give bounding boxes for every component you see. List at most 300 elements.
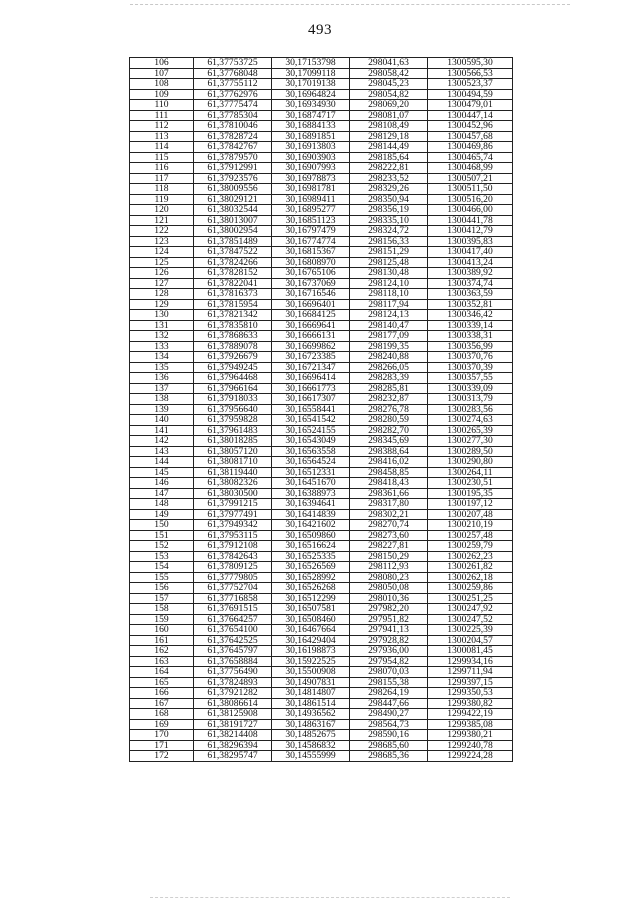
table-row	[130, 320, 513, 331]
x-coordinate-cell: 298010,36	[350, 593, 428, 604]
latitude-cell: 61,37824266	[194, 257, 272, 268]
point-number-cell: 118	[130, 184, 194, 195]
table-row	[130, 467, 513, 478]
y-coordinate-cell: 1299934,16	[428, 656, 513, 667]
point-number-cell: 107	[130, 68, 194, 79]
table-row	[130, 625, 513, 636]
table-row	[130, 667, 513, 678]
table-row	[130, 131, 513, 142]
point-number-cell: 131	[130, 320, 194, 331]
x-coordinate-cell: 298080,23	[350, 572, 428, 583]
latitude-cell: 61,37716858	[194, 593, 272, 604]
longitude-cell: 30,16699862	[272, 341, 350, 352]
longitude-cell: 30,16723385	[272, 352, 350, 363]
point-number-cell: 130	[130, 310, 194, 321]
point-number-cell: 162	[130, 646, 194, 657]
table-row	[130, 730, 513, 741]
latitude-cell: 61,37912108	[194, 541, 272, 552]
table-row	[130, 247, 513, 258]
table-row	[130, 394, 513, 405]
latitude-cell: 61,37664257	[194, 614, 272, 625]
point-number-cell: 168	[130, 709, 194, 720]
longitude-cell: 30,16512299	[272, 593, 350, 604]
longitude-cell: 30,16696414	[272, 373, 350, 384]
longitude-cell: 30,16721347	[272, 362, 350, 373]
y-coordinate-cell: 1300259,86	[428, 583, 513, 594]
latitude-cell: 61,37921282	[194, 688, 272, 699]
longitude-cell: 30,16934930	[272, 100, 350, 111]
latitude-cell: 61,38119440	[194, 467, 272, 478]
y-coordinate-cell: 1300595,30	[428, 58, 513, 69]
table-row	[130, 614, 513, 625]
latitude-cell: 61,37785304	[194, 110, 272, 121]
point-number-cell: 167	[130, 698, 194, 709]
latitude-cell: 61,37691515	[194, 604, 272, 615]
latitude-cell: 61,37828152	[194, 268, 272, 279]
table-row	[130, 194, 513, 205]
x-coordinate-cell: 298041,63	[350, 58, 428, 69]
x-coordinate-cell: 298240,88	[350, 352, 428, 363]
x-coordinate-cell: 298302,21	[350, 509, 428, 520]
y-coordinate-cell: 1300081,45	[428, 646, 513, 657]
latitude-cell: 61,37828724	[194, 131, 272, 142]
point-number-cell: 152	[130, 541, 194, 552]
y-coordinate-cell: 1300479,01	[428, 100, 513, 111]
point-number-cell: 163	[130, 656, 194, 667]
y-coordinate-cell: 1300264,11	[428, 467, 513, 478]
x-coordinate-cell: 298388,64	[350, 446, 428, 457]
longitude-cell: 30,16512331	[272, 467, 350, 478]
longitude-cell: 30,16765106	[272, 268, 350, 279]
x-coordinate-cell: 298129,18	[350, 131, 428, 142]
table-row	[130, 446, 513, 457]
longitude-cell: 30,16666131	[272, 331, 350, 342]
y-coordinate-cell: 1300374,74	[428, 278, 513, 289]
longitude-cell: 30,16526268	[272, 583, 350, 594]
y-coordinate-cell: 1300441,78	[428, 215, 513, 226]
x-coordinate-cell: 298058,42	[350, 68, 428, 79]
latitude-cell: 61,37926679	[194, 352, 272, 363]
point-number-cell: 110	[130, 100, 194, 111]
point-number-cell: 144	[130, 457, 194, 468]
table-row	[130, 257, 513, 268]
y-coordinate-cell: 1300356,99	[428, 341, 513, 352]
point-number-cell: 140	[130, 415, 194, 426]
longitude-cell: 30,16669641	[272, 320, 350, 331]
table-row	[130, 79, 513, 90]
point-number-cell: 127	[130, 278, 194, 289]
latitude-cell: 61,37847522	[194, 247, 272, 258]
x-coordinate-cell: 298070,03	[350, 667, 428, 678]
latitude-cell: 61,38086614	[194, 698, 272, 709]
longitude-cell: 30,17019138	[272, 79, 350, 90]
latitude-cell: 61,37961483	[194, 425, 272, 436]
longitude-cell: 30,14907831	[272, 677, 350, 688]
y-coordinate-cell: 1299422,19	[428, 709, 513, 720]
y-coordinate-cell: 1300370,76	[428, 352, 513, 363]
table-row	[130, 656, 513, 667]
point-number-cell: 134	[130, 352, 194, 363]
table-row	[130, 89, 513, 100]
longitude-cell: 30,16851123	[272, 215, 350, 226]
x-coordinate-cell: 298590,16	[350, 730, 428, 741]
latitude-cell: 61,38057120	[194, 446, 272, 457]
table-row	[130, 100, 513, 111]
point-number-cell: 150	[130, 520, 194, 531]
longitude-cell: 30,16884133	[272, 121, 350, 132]
x-coordinate-cell: 298285,81	[350, 383, 428, 394]
latitude-cell: 61,37642525	[194, 635, 272, 646]
y-coordinate-cell: 1300251,25	[428, 593, 513, 604]
longitude-cell: 30,16913803	[272, 142, 350, 153]
longitude-cell: 30,16907993	[272, 163, 350, 174]
x-coordinate-cell: 298685,60	[350, 740, 428, 751]
table-row	[130, 110, 513, 121]
x-coordinate-cell: 298144,49	[350, 142, 428, 153]
longitude-cell: 30,16874717	[272, 110, 350, 121]
longitude-cell: 30,16525335	[272, 551, 350, 562]
latitude-cell: 61,37756490	[194, 667, 272, 678]
longitude-cell: 30,16198873	[272, 646, 350, 657]
y-coordinate-cell: 1299240,78	[428, 740, 513, 751]
x-coordinate-cell: 298081,07	[350, 110, 428, 121]
y-coordinate-cell: 1299350,53	[428, 688, 513, 699]
longitude-cell: 30,14936562	[272, 709, 350, 720]
y-coordinate-cell: 1300494,59	[428, 89, 513, 100]
latitude-cell: 61,37949245	[194, 362, 272, 373]
x-coordinate-cell: 298335,10	[350, 215, 428, 226]
table-row	[130, 163, 513, 174]
y-coordinate-cell: 1300417,40	[428, 247, 513, 258]
page-number: 493	[308, 22, 332, 38]
latitude-cell: 61,38032544	[194, 205, 272, 216]
table-row	[130, 299, 513, 310]
y-coordinate-cell: 1300412,79	[428, 226, 513, 237]
x-coordinate-cell: 298266,05	[350, 362, 428, 373]
y-coordinate-cell: 1299385,08	[428, 719, 513, 730]
y-coordinate-cell: 1300511,50	[428, 184, 513, 195]
latitude-cell: 61,38191727	[194, 719, 272, 730]
y-coordinate-cell: 1299224,28	[428, 751, 513, 762]
y-coordinate-cell: 1300507,21	[428, 173, 513, 184]
table-row	[130, 709, 513, 720]
point-number-cell: 151	[130, 530, 194, 541]
coordinates-table	[129, 57, 513, 762]
x-coordinate-cell: 298345,69	[350, 436, 428, 447]
latitude-cell: 61,37779805	[194, 572, 272, 583]
point-number-cell: 129	[130, 299, 194, 310]
table-row	[130, 593, 513, 604]
y-coordinate-cell: 1300370,39	[428, 362, 513, 373]
longitude-cell: 30,14861514	[272, 698, 350, 709]
longitude-cell: 30,15922525	[272, 656, 350, 667]
table-row	[130, 488, 513, 499]
longitude-cell: 30,14814807	[272, 688, 350, 699]
table-row	[130, 415, 513, 426]
longitude-cell: 30,16509860	[272, 530, 350, 541]
y-coordinate-cell: 1300283,56	[428, 404, 513, 415]
point-number-cell: 161	[130, 635, 194, 646]
table-row	[130, 289, 513, 300]
latitude-cell: 61,38296394	[194, 740, 272, 751]
point-number-cell: 106	[130, 58, 194, 69]
point-number-cell: 142	[130, 436, 194, 447]
longitude-cell: 30,16541542	[272, 415, 350, 426]
x-coordinate-cell: 298118,10	[350, 289, 428, 300]
top-scan-rule	[130, 4, 570, 5]
table-row	[130, 383, 513, 394]
latitude-cell: 61,38030500	[194, 488, 272, 499]
point-number-cell: 164	[130, 667, 194, 678]
table-row	[130, 425, 513, 436]
longitude-cell: 30,16808970	[272, 257, 350, 268]
latitude-cell: 61,37822041	[194, 278, 272, 289]
table-row	[130, 583, 513, 594]
table-row	[130, 352, 513, 363]
point-number-cell: 121	[130, 215, 194, 226]
x-coordinate-cell: 297941,13	[350, 625, 428, 636]
table-row	[130, 436, 513, 447]
point-number-cell: 141	[130, 425, 194, 436]
point-number-cell: 154	[130, 562, 194, 573]
point-number-cell: 119	[130, 194, 194, 205]
longitude-cell: 30,16774774	[272, 236, 350, 247]
point-number-cell: 109	[130, 89, 194, 100]
y-coordinate-cell: 1300466,00	[428, 205, 513, 216]
x-coordinate-cell: 298356,19	[350, 205, 428, 216]
table-row	[130, 751, 513, 762]
longitude-cell: 30,16421602	[272, 520, 350, 531]
latitude-cell: 61,37964468	[194, 373, 272, 384]
y-coordinate-cell: 1300204,57	[428, 635, 513, 646]
table-row	[130, 562, 513, 573]
latitude-cell: 61,37752704	[194, 583, 272, 594]
x-coordinate-cell: 298264,19	[350, 688, 428, 699]
table-row	[130, 68, 513, 79]
latitude-cell: 61,37821342	[194, 310, 272, 321]
latitude-cell: 61,37835810	[194, 320, 272, 331]
table-row	[130, 604, 513, 615]
table-row	[130, 457, 513, 468]
point-number-cell: 170	[130, 730, 194, 741]
latitude-cell: 61,37879570	[194, 152, 272, 163]
table-row	[130, 520, 513, 531]
latitude-cell: 61,38081710	[194, 457, 272, 468]
point-number-cell: 113	[130, 131, 194, 142]
latitude-cell: 61,37912991	[194, 163, 272, 174]
y-coordinate-cell: 1300468,99	[428, 163, 513, 174]
table-row	[130, 362, 513, 373]
latitude-cell: 61,37868633	[194, 331, 272, 342]
y-coordinate-cell: 1300395,83	[428, 236, 513, 247]
latitude-cell: 61,37851489	[194, 236, 272, 247]
latitude-cell: 61,38009556	[194, 184, 272, 195]
point-number-cell: 128	[130, 289, 194, 300]
point-number-cell: 126	[130, 268, 194, 279]
latitude-cell: 61,37755112	[194, 79, 272, 90]
x-coordinate-cell: 298232,87	[350, 394, 428, 405]
longitude-cell: 30,16388973	[272, 488, 350, 499]
table-row	[130, 551, 513, 562]
latitude-cell: 61,37991215	[194, 499, 272, 510]
latitude-cell: 61,37645797	[194, 646, 272, 657]
point-number-cell: 159	[130, 614, 194, 625]
point-number-cell: 147	[130, 488, 194, 499]
y-coordinate-cell: 1300413,24	[428, 257, 513, 268]
latitude-cell: 61,38002954	[194, 226, 272, 237]
point-number-cell: 139	[130, 404, 194, 415]
x-coordinate-cell: 298222,81	[350, 163, 428, 174]
y-coordinate-cell: 1300290,80	[428, 457, 513, 468]
latitude-cell: 61,38125908	[194, 709, 272, 720]
table-row	[130, 341, 513, 352]
x-coordinate-cell: 298125,48	[350, 257, 428, 268]
table-row	[130, 646, 513, 657]
latitude-cell: 61,37658884	[194, 656, 272, 667]
longitude-cell: 30,16563558	[272, 446, 350, 457]
latitude-cell: 61,38029121	[194, 194, 272, 205]
point-number-cell: 146	[130, 478, 194, 489]
latitude-cell: 61,38214408	[194, 730, 272, 741]
x-coordinate-cell: 298490,27	[350, 709, 428, 720]
point-number-cell: 135	[130, 362, 194, 373]
point-number-cell: 125	[130, 257, 194, 268]
longitude-cell: 30,16543049	[272, 436, 350, 447]
longitude-cell: 30,16451670	[272, 478, 350, 489]
y-coordinate-cell: 1300516,20	[428, 194, 513, 205]
y-coordinate-cell: 1300261,82	[428, 562, 513, 573]
longitude-cell: 30,15500908	[272, 667, 350, 678]
x-coordinate-cell: 298117,94	[350, 299, 428, 310]
table-row	[130, 268, 513, 279]
x-coordinate-cell: 297954,82	[350, 656, 428, 667]
x-coordinate-cell: 298458,85	[350, 467, 428, 478]
table-row	[130, 478, 513, 489]
y-coordinate-cell: 1300452,96	[428, 121, 513, 132]
table-row	[130, 509, 513, 520]
point-number-cell: 160	[130, 625, 194, 636]
longitude-cell: 30,16558441	[272, 404, 350, 415]
longitude-cell: 30,16661773	[272, 383, 350, 394]
y-coordinate-cell: 1300197,12	[428, 499, 513, 510]
table-row	[130, 278, 513, 289]
y-coordinate-cell: 1300339,09	[428, 383, 513, 394]
y-coordinate-cell: 1300566,53	[428, 68, 513, 79]
table-row	[130, 142, 513, 153]
x-coordinate-cell: 298270,74	[350, 520, 428, 531]
longitude-cell: 30,16429404	[272, 635, 350, 646]
y-coordinate-cell: 1300247,92	[428, 604, 513, 615]
x-coordinate-cell: 298416,02	[350, 457, 428, 468]
y-coordinate-cell: 1300313,79	[428, 394, 513, 405]
x-coordinate-cell: 298069,20	[350, 100, 428, 111]
table-row	[130, 236, 513, 247]
y-coordinate-cell: 1300225,39	[428, 625, 513, 636]
y-coordinate-cell: 1300523,37	[428, 79, 513, 90]
table-row	[130, 205, 513, 216]
y-coordinate-cell: 1300262,18	[428, 572, 513, 583]
point-number-cell: 169	[130, 719, 194, 730]
table-row	[130, 635, 513, 646]
point-number-cell: 123	[130, 236, 194, 247]
x-coordinate-cell: 298447,66	[350, 698, 428, 709]
point-number-cell: 165	[130, 677, 194, 688]
longitude-cell: 30,16989411	[272, 194, 350, 205]
longitude-cell: 30,16414839	[272, 509, 350, 520]
y-coordinate-cell: 1300259,79	[428, 541, 513, 552]
x-coordinate-cell: 298151,29	[350, 247, 428, 258]
latitude-cell: 61,38018285	[194, 436, 272, 447]
point-number-cell: 138	[130, 394, 194, 405]
x-coordinate-cell: 298350,94	[350, 194, 428, 205]
y-coordinate-cell: 1300389,92	[428, 268, 513, 279]
table-row	[130, 152, 513, 163]
table-row	[130, 541, 513, 552]
point-number-cell: 120	[130, 205, 194, 216]
longitude-cell: 30,16815367	[272, 247, 350, 258]
table-row	[130, 740, 513, 751]
x-coordinate-cell: 297982,20	[350, 604, 428, 615]
y-coordinate-cell: 1299711,94	[428, 667, 513, 678]
x-coordinate-cell: 298329,26	[350, 184, 428, 195]
latitude-cell: 61,37953115	[194, 530, 272, 541]
x-coordinate-cell: 298045,23	[350, 79, 428, 90]
y-coordinate-cell: 1299380,21	[428, 730, 513, 741]
y-coordinate-cell: 1300357,55	[428, 373, 513, 384]
point-number-cell: 171	[130, 740, 194, 751]
point-number-cell: 116	[130, 163, 194, 174]
x-coordinate-cell: 298324,72	[350, 226, 428, 237]
longitude-cell: 30,17153798	[272, 58, 350, 69]
table-row	[130, 572, 513, 583]
point-number-cell: 108	[130, 79, 194, 90]
longitude-cell: 30,14863167	[272, 719, 350, 730]
longitude-cell: 30,16528992	[272, 572, 350, 583]
y-coordinate-cell: 1300447,14	[428, 110, 513, 121]
table-row	[130, 184, 513, 195]
table-row	[130, 310, 513, 321]
x-coordinate-cell: 298130,48	[350, 268, 428, 279]
longitude-cell: 30,16737069	[272, 278, 350, 289]
latitude-cell: 61,37842643	[194, 551, 272, 562]
latitude-cell: 61,37762976	[194, 89, 272, 100]
table-row	[130, 215, 513, 226]
longitude-cell: 30,16394641	[272, 499, 350, 510]
table-row	[130, 58, 513, 69]
point-number-cell: 111	[130, 110, 194, 121]
x-coordinate-cell: 298112,93	[350, 562, 428, 573]
longitude-cell: 30,16684125	[272, 310, 350, 321]
table-row	[130, 331, 513, 342]
table-row	[130, 226, 513, 237]
x-coordinate-cell: 298685,36	[350, 751, 428, 762]
latitude-cell: 61,37949342	[194, 520, 272, 531]
latitude-cell: 61,38013007	[194, 215, 272, 226]
latitude-cell: 61,37918033	[194, 394, 272, 405]
y-coordinate-cell: 1300210,19	[428, 520, 513, 531]
latitude-cell: 61,37815954	[194, 299, 272, 310]
point-number-cell: 133	[130, 341, 194, 352]
point-number-cell: 153	[130, 551, 194, 562]
point-number-cell: 132	[130, 331, 194, 342]
y-coordinate-cell: 1300277,30	[428, 436, 513, 447]
table-row	[130, 373, 513, 384]
table-row	[130, 121, 513, 132]
x-coordinate-cell: 298233,52	[350, 173, 428, 184]
x-coordinate-cell: 298054,82	[350, 89, 428, 100]
table-row	[130, 677, 513, 688]
x-coordinate-cell: 298140,47	[350, 320, 428, 331]
